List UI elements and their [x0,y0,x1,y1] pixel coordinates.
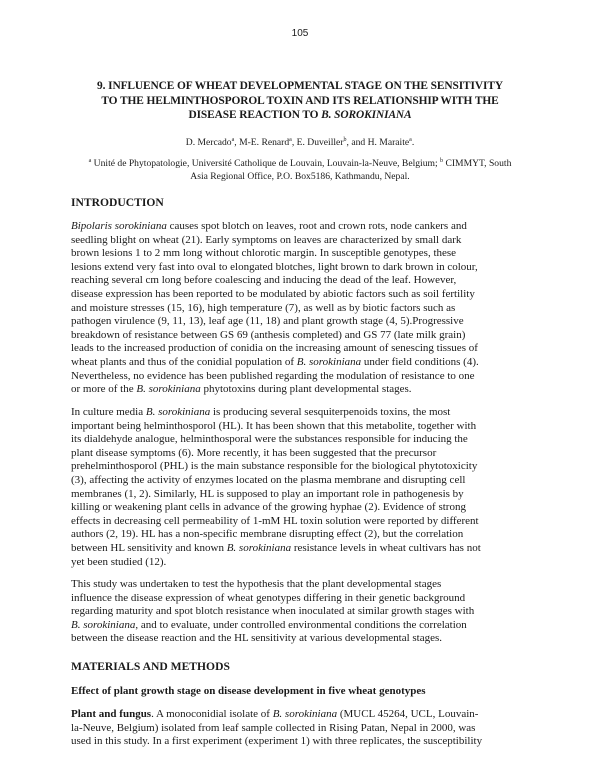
text-run: . A monoconidial isolate of [151,708,273,720]
species-name: B. sorokiniana [136,383,201,396]
text-run: between HL sensitivity and known [71,541,227,554]
species-name: B. sorokiniana [272,708,338,720]
text-line [71,592,541,606]
author-separator: . [411,137,415,148]
title-species: B. SOROKINIANA [321,109,412,121]
text-line [71,619,541,633]
text-line [71,735,541,749]
text-run: disease expression has been reported to be modulated by abiotic factors such as soil fertility [71,287,475,300]
text-run: influence the disease expression of wheat genotypes differing in their genetic background [71,591,466,604]
text-line [71,342,541,356]
text-line [71,488,541,502]
text-run: leads to the increased production of conidia on the increasing amount of senescing tissues of [71,342,478,355]
text-run: (3), affecting the activity of enzymes located on the plasma membrane and disrupting cell [71,473,466,486]
methods-paragraph-1 [71,708,541,749]
author-list [0,137,600,148]
introduction-paragraph-1 [71,220,541,397]
species-name: B. sorokiniana [226,541,292,554]
title-line-text: DISEASE REACTION TO [188,109,322,121]
text-line [71,632,541,646]
text-run: plant disease symptoms (6). More recently, it has been suggested that the precursor [71,446,437,459]
author: M-E. Renard [239,137,290,148]
text-line [71,220,541,234]
text-run: or more of the [71,383,137,396]
text-line [71,420,541,434]
text-line [71,528,541,542]
text-run: Nevertheless, no evidence has been published regarding the modulation of resistance to one [71,369,475,382]
author-separator: , and [346,137,368,148]
text-run: its dialdehyde analogue, helminthosporal were the substances responsible for inducing the [71,433,468,446]
text-line [71,605,541,619]
text-line [71,474,541,488]
text-run: la-Neuve, Belgium) isolated from leaf sample collected in Rising Patan, Nepal in 2000, was [71,721,476,734]
text-line [71,356,541,370]
text-run: important being helminthosporol (HL). It has been shown that this metabolite, together with [71,419,477,432]
text-run: , and to evaluate, under controlled environmental conditions the correlation [135,618,467,631]
affiliations [60,157,540,183]
text-line [71,433,541,447]
text-run: authors (2, 19). HL has a non-specific membrane disrupting effect (2), but the correlation [71,528,464,541]
text-line [71,234,541,248]
author-separator: , [291,137,297,148]
text-line [71,302,541,316]
text-run: (MUCL 45264, UCL, Louvain- [337,708,479,720]
text-run: and moisture stresses (15, 16), high temperature (7), as well as by biotic factors such as [71,301,456,314]
text-run: breakdown of resistance between GS 69 (anthesis completed) and GS 77 (late milk grain) [71,328,466,341]
methods-heading: MATERIALS AND METHODS [71,660,230,673]
text-run: wheat plants and thus of the conidial population of [71,355,297,368]
author: D. Mercado [185,137,232,148]
species-name: B. sorokiniana [71,618,136,631]
introduction-paragraph-2 [71,406,541,569]
text-line [71,288,541,302]
text-line [71,329,541,343]
text-line [71,722,541,736]
text-run: used in this study. In a first experiment (experiment 1) with three replicates, the susceptibility [71,735,483,748]
text-line [71,556,541,570]
text-run: prehelminthosporol (PHL) is the main substance responsible for the biological phytotoxicity [71,460,478,473]
text-run: seedling blight on wheat (21). Early symptoms on leaves are characterized by small dark [71,233,462,246]
species-name: Bipolaris sorokiniana [71,220,167,232]
paper-title [60,79,540,123]
text-run: brown lesions 1 to 2 mm long without chlorotic margin. In susceptible genotypes, these [71,247,457,260]
text-run: This study was undertaken to test the hypothesis that the plant developmental stages [71,578,442,590]
text-line [71,247,541,261]
species-name: B. sorokiniana [296,355,362,368]
text-run: reaching several cm long before coalescing and inducing the dead of the leaf. However, [71,274,457,287]
text-line [71,501,541,515]
species-name: B. sorokiniana [145,406,211,418]
text-line [71,274,541,288]
text-line [71,315,541,329]
text-line [71,370,541,384]
text-line [71,542,541,556]
text-run: under field conditions (4). [361,355,479,368]
text-line [71,515,541,529]
text-run: between the disease reaction and the HL sensitivity at various developmental stages. [71,632,443,645]
text-run: phytotoxins during plant developmental stages. [200,383,412,396]
text-line [71,383,541,397]
title-line: 9. INFLUENCE OF WHEAT DEVELOPMENTAL STAGE ON THE SENSITIVITY [97,80,503,92]
text-run: In culture media [71,406,146,418]
title-line: TO THE HELMINTHOSPOROL TOXIN AND ITS RELATIONSHIP WITH THE [101,94,499,107]
affiliation-mark: b [440,158,444,164]
author-affiliation-mark: b [343,137,347,143]
introduction-paragraph-3 [71,578,541,646]
text-line [71,708,541,722]
text-run: lesions extend very fast into oval to elongated blotches, light brown to dark brown in colour, [71,260,478,273]
methods-subheading: Effect of plant growth stage on disease development in five wheat genotypes [71,685,426,697]
text-run: pathogen virulence (9, 11, 13), leaf age (11, 18) and plant growth stage (4, 5).Progressive [71,315,464,328]
text-run: membranes (1, 2). Similarly, HL is supposed to play an important role in pathogenesis by [71,487,464,500]
affiliation-a: Unité de Phytopatologie, Université Catholique de Louvain, Louvain-la-Neuve, Belgium; [91,158,441,169]
affiliation-line [60,157,540,170]
author-affiliation-mark: a [289,137,292,143]
text-line [71,406,541,420]
text-run: killing or weakening plant cells in advance of the growing hyphae (2). Evidence of strong [71,501,466,514]
text-line [71,460,541,474]
author-affiliation-mark: a [231,137,235,143]
affiliation-mark: a [88,158,92,164]
text-run: resistance levels in wheat cultivars has not [291,541,481,554]
text-line [71,447,541,461]
text-run: regarding maturity and spot blotch resistance when inoculated at similar growth stages with [71,605,475,618]
affiliation-line: Asia Regional Office, P.O. Box5186, Kathmandu, Nepal. [190,171,410,182]
text-run: yet been studied (12). [71,555,167,568]
author: H. Maraite [367,137,410,148]
page-number: 105 [291,28,309,39]
text-line [71,261,541,275]
text-line [71,578,541,592]
run-in-heading: Plant and fungus [71,708,152,720]
text-run: causes spot blotch on leaves, root and crown rots, node cankers and [166,220,467,232]
author: E. Duveiller [296,137,344,148]
introduction-heading: INTRODUCTION [71,196,164,209]
text-run: effects in decreasing cell permeability of 1-mM HL toxin solution were reported by different [71,514,479,527]
author-separator: , [234,137,240,148]
affiliation-b: CIMMYT, South [443,158,512,169]
title-line [60,108,540,123]
author-affiliation-mark: a [409,137,412,143]
text-run: is producing several sesquiterpenoids toxins, the most [210,406,451,418]
